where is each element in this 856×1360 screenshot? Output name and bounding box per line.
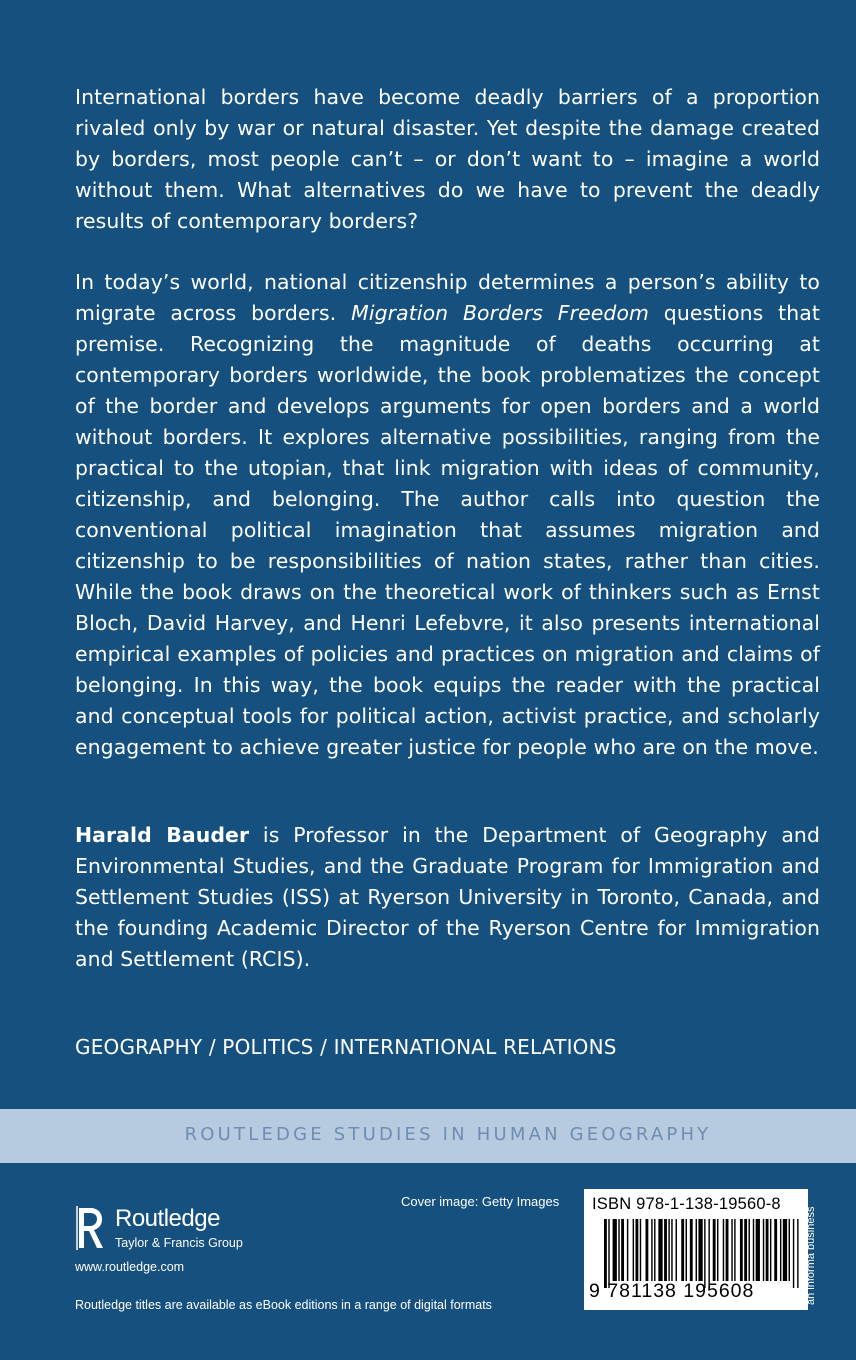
series-title: ROUTLEDGE STUDIES IN HUMAN GEOGRAPHY <box>184 1124 712 1145</box>
barcode-bar <box>671 1219 672 1281</box>
barcode-bar <box>658 1219 662 1281</box>
description-paragraph-1 <box>75 82 820 237</box>
barcode-bar <box>627 1219 628 1281</box>
description-paragraph-2 <box>75 267 820 763</box>
barcode-bar <box>604 1219 607 1288</box>
barcode-bar <box>774 1219 777 1281</box>
barcode-bar <box>676 1219 677 1281</box>
informa-business-tag: an informa business <box>805 1206 817 1305</box>
isbn-barcode <box>584 1189 808 1310</box>
barcode-bar <box>640 1219 641 1281</box>
author-bio-text <box>75 820 820 975</box>
barcode-bar <box>748 1219 749 1281</box>
barcode-bar <box>783 1219 787 1281</box>
barcode-bar <box>793 1219 794 1288</box>
barcode-bar <box>690 1219 693 1281</box>
barcode-bar <box>713 1219 716 1281</box>
barcode-bar <box>734 1219 735 1281</box>
barcode-bar <box>731 1219 732 1281</box>
barcode-bar <box>753 1219 754 1281</box>
barcode-bar <box>608 1219 609 1288</box>
description-text-2-body: questions that premise. Recognizing the magnitude of deaths occurring at contemporary borders worldwide, the book problematizes the concept of the border and develops arguments for open borders and a world without borders. It explores alternative possibilities, ranging from the practical to the utopian, that link migration with ideas of community, citizenship, and belonging. The author calls into question the conventional political imagination that assumes migration and citizenship to be responsibilities of nation states, rather than cities. While the book draws on the theoretical work of thinkers such as Ernst Bloch, David Harvey, and Henri Lefebvre, it also presents international empirical examples of policies and practices on migration and claims of belonging. In this way, the book equips the reader with the practical and conceptual tools for political action, activist practice, and scholarly engagement to achieve greater justice for people who are on the move. <box>75 301 820 759</box>
barcode-bar <box>633 1219 634 1281</box>
barcode-bar <box>618 1219 619 1281</box>
barcode-bar <box>723 1219 724 1281</box>
barcode-bar <box>668 1219 669 1281</box>
barcode-bar <box>744 1219 747 1281</box>
barcode-bar <box>756 1219 760 1281</box>
barcode-bar <box>698 1219 702 1281</box>
barcode-bar <box>726 1219 729 1281</box>
barcode-bar <box>621 1219 624 1281</box>
barcode-bar <box>686 1219 687 1281</box>
barcode-bars <box>604 1219 800 1288</box>
author-bio-body: is Professor in the Department of Geography and Environmental Studies, and the Graduate Program for Immigration and Settlement Studies (ISS) at Ryerson University in Toronto, Canada, and the founding Academic Director of the Ryerson Centre for Immigration and Settlement (RCIS). <box>75 823 820 971</box>
description-text-2-intro: In today’s world, national citizenship determines a person’s ability to migrate across borders. <box>75 270 820 325</box>
barcode-bar <box>681 1219 684 1281</box>
author-bio <box>75 820 820 975</box>
barcode-bar <box>766 1219 769 1281</box>
description-text-1: International borders have become deadly barriers of a proportion rivaled only by war or natural disaster. Yet despite the damage created by borders, most people can’t – or don’t want to – imagine a world without them. What alternatives do we have to prevent the deadly results of contemporary borders? <box>75 85 820 233</box>
barcode-bar <box>789 1219 790 1281</box>
barcode-bar <box>708 1219 709 1288</box>
isbn-label: ISBN 978-1-138-19560-8 <box>592 1195 781 1213</box>
barcode-bar <box>780 1219 781 1281</box>
barcode-bar <box>645 1219 648 1281</box>
barcode-bar <box>770 1219 771 1281</box>
subject-categories: GEOGRAPHY / POLITICS / INTERNATIONAL RELATIONS <box>75 1035 617 1059</box>
publisher-group: Taylor & Francis Group <box>115 1236 243 1250</box>
barcode-bar <box>664 1219 667 1281</box>
barcode-bar <box>797 1219 798 1288</box>
barcode-bar <box>613 1219 617 1281</box>
barcode-bar <box>717 1219 718 1281</box>
ean-digits: 9 781138 195608 <box>589 1280 755 1302</box>
cover-image-credit: Cover image: Getty Images <box>401 1194 560 1209</box>
routledge-logo-icon <box>75 1204 109 1252</box>
barcode-bar <box>696 1219 697 1281</box>
publisher-logo <box>75 1204 275 1258</box>
barcode-bar <box>654 1219 655 1281</box>
author-name: Harald Bauder <box>75 823 250 847</box>
barcode-bar <box>740 1219 743 1281</box>
publisher-website[interactable]: www.routledge.com <box>75 1260 185 1274</box>
barcode-bar <box>651 1219 652 1281</box>
barcode-bar <box>763 1219 764 1281</box>
barcode-bar <box>704 1219 705 1288</box>
ebook-note: Routledge titles are available as eBook editions in a range of digital formats <box>75 1298 492 1312</box>
description-text-2 <box>75 267 820 763</box>
book-title-inline: Migration Borders Freedom <box>351 301 649 325</box>
publisher-name: Routledge <box>115 1205 220 1232</box>
barcode-bar <box>635 1219 638 1281</box>
